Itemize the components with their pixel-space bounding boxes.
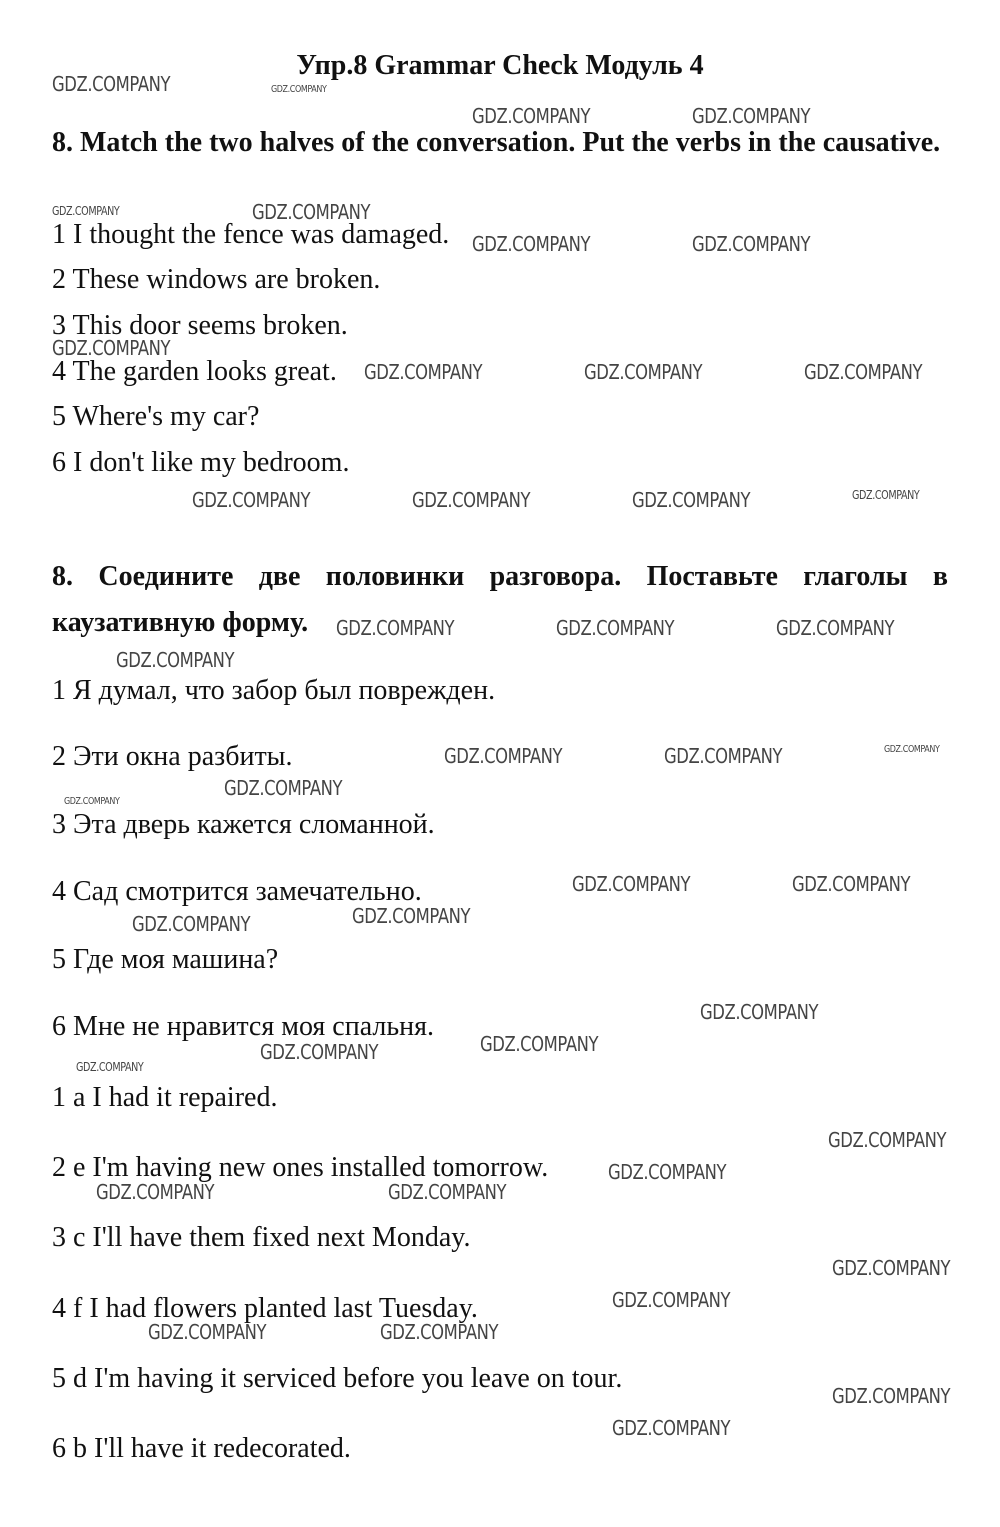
watermark: GDZ.COMPANY (480, 1032, 599, 1056)
watermark: GDZ.COMPANY (336, 616, 455, 640)
watermark: GDZ.COMPANY (192, 488, 311, 512)
watermark: GDZ.COMPANY (412, 488, 531, 512)
answer-1: 1 a I had it repaired. (52, 1082, 278, 1113)
answer-3: 3 c I'll have them fixed next Monday. (52, 1222, 471, 1253)
watermark: GDZ.COMPANY (852, 488, 920, 502)
watermark: GDZ.COMPANY (700, 1000, 819, 1024)
watermark: GDZ.COMPANY (52, 204, 120, 218)
watermark: GDZ.COMPANY (271, 84, 327, 95)
watermark: GDZ.COMPANY (52, 72, 171, 96)
russian-item-5: 5 Где моя машина? (52, 944, 279, 975)
russian-item-6: 6 Мне не нравится моя спальня. (52, 1011, 434, 1042)
watermark: GDZ.COMPANY (572, 872, 691, 896)
watermark: GDZ.COMPANY (776, 616, 895, 640)
watermark: GDZ.COMPANY (132, 912, 251, 936)
watermark: GDZ.COMPANY (52, 336, 171, 360)
russian-item-1: 1 Я думал, что забор был поврежден. (52, 675, 496, 706)
english-item-6: 6 I don't like my bedroom. (52, 447, 350, 478)
watermark: GDZ.COMPANY (828, 1128, 947, 1152)
watermark: GDZ.COMPANY (472, 232, 591, 256)
page-title: Упр.8 Grammar Check Модуль 4 (296, 50, 704, 81)
answer-6: 6 b I'll have it redecorated. (52, 1433, 351, 1464)
watermark: GDZ.COMPANY (224, 776, 343, 800)
watermark: GDZ.COMPANY (148, 1320, 267, 1344)
watermark: GDZ.COMPANY (692, 232, 811, 256)
watermark: GDZ.COMPANY (612, 1288, 731, 1312)
watermark: GDZ.COMPANY (472, 104, 591, 128)
answer-4: 4 f I had flowers planted last Tuesday. (52, 1293, 478, 1324)
exercise-heading-russian: 8. Соедините две половинки разговора. Поставьте глаголы в каузативную форму. (52, 561, 948, 638)
watermark: GDZ.COMPANY (612, 1416, 731, 1440)
watermark: GDZ.COMPANY (664, 744, 783, 768)
watermark: GDZ.COMPANY (832, 1384, 951, 1408)
english-item-5: 5 Where's my car? (52, 401, 260, 432)
watermark: GDZ.COMPANY (96, 1180, 215, 1204)
answer-2: 2 e I'm having new ones installed tomorrow. (52, 1152, 549, 1183)
watermark: GDZ.COMPANY (632, 488, 751, 512)
answer-5: 5 d I'm having it serviced before you leave on tour. (52, 1363, 623, 1394)
watermark: GDZ.COMPANY (444, 744, 563, 768)
watermark: GDZ.COMPANY (584, 360, 703, 384)
english-item-4: 4 The garden looks great. (52, 356, 337, 387)
watermark: GDZ.COMPANY (792, 872, 911, 896)
watermark: GDZ.COMPANY (260, 1040, 379, 1064)
watermark: GDZ.COMPANY (608, 1160, 727, 1184)
english-item-2: 2 These windows are broken. (52, 264, 381, 295)
watermark: GDZ.COMPANY (804, 360, 923, 384)
exercise-heading-english: 8. Match the two halves of the conversation. Put the verbs in the causative. (52, 127, 941, 158)
watermark: GDZ.COMPANY (380, 1320, 499, 1344)
watermark: GDZ.COMPANY (884, 744, 940, 755)
watermark: GDZ.COMPANY (556, 616, 675, 640)
watermark: GDZ.COMPANY (832, 1256, 951, 1280)
watermark: GDZ.COMPANY (252, 200, 371, 224)
russian-item-2: 2 Эти окна разбиты. (52, 741, 293, 772)
russian-item-4: 4 Сад смотрится замечательно. (52, 876, 422, 907)
watermark: GDZ.COMPANY (116, 648, 235, 672)
watermark: GDZ.COMPANY (692, 104, 811, 128)
watermark: GDZ.COMPANY (364, 360, 483, 384)
watermark: GDZ.COMPANY (388, 1180, 507, 1204)
russian-item-3: 3 Эта дверь кажется сломанной. (52, 809, 435, 840)
watermark: GDZ.COMPANY (352, 904, 471, 928)
watermark: GDZ.COMPANY (76, 1060, 144, 1074)
english-item-1: 1 I thought the fence was damaged. (52, 219, 450, 250)
watermark: GDZ.COMPANY (64, 796, 120, 807)
english-item-3: 3 This door seems broken. (52, 310, 348, 341)
